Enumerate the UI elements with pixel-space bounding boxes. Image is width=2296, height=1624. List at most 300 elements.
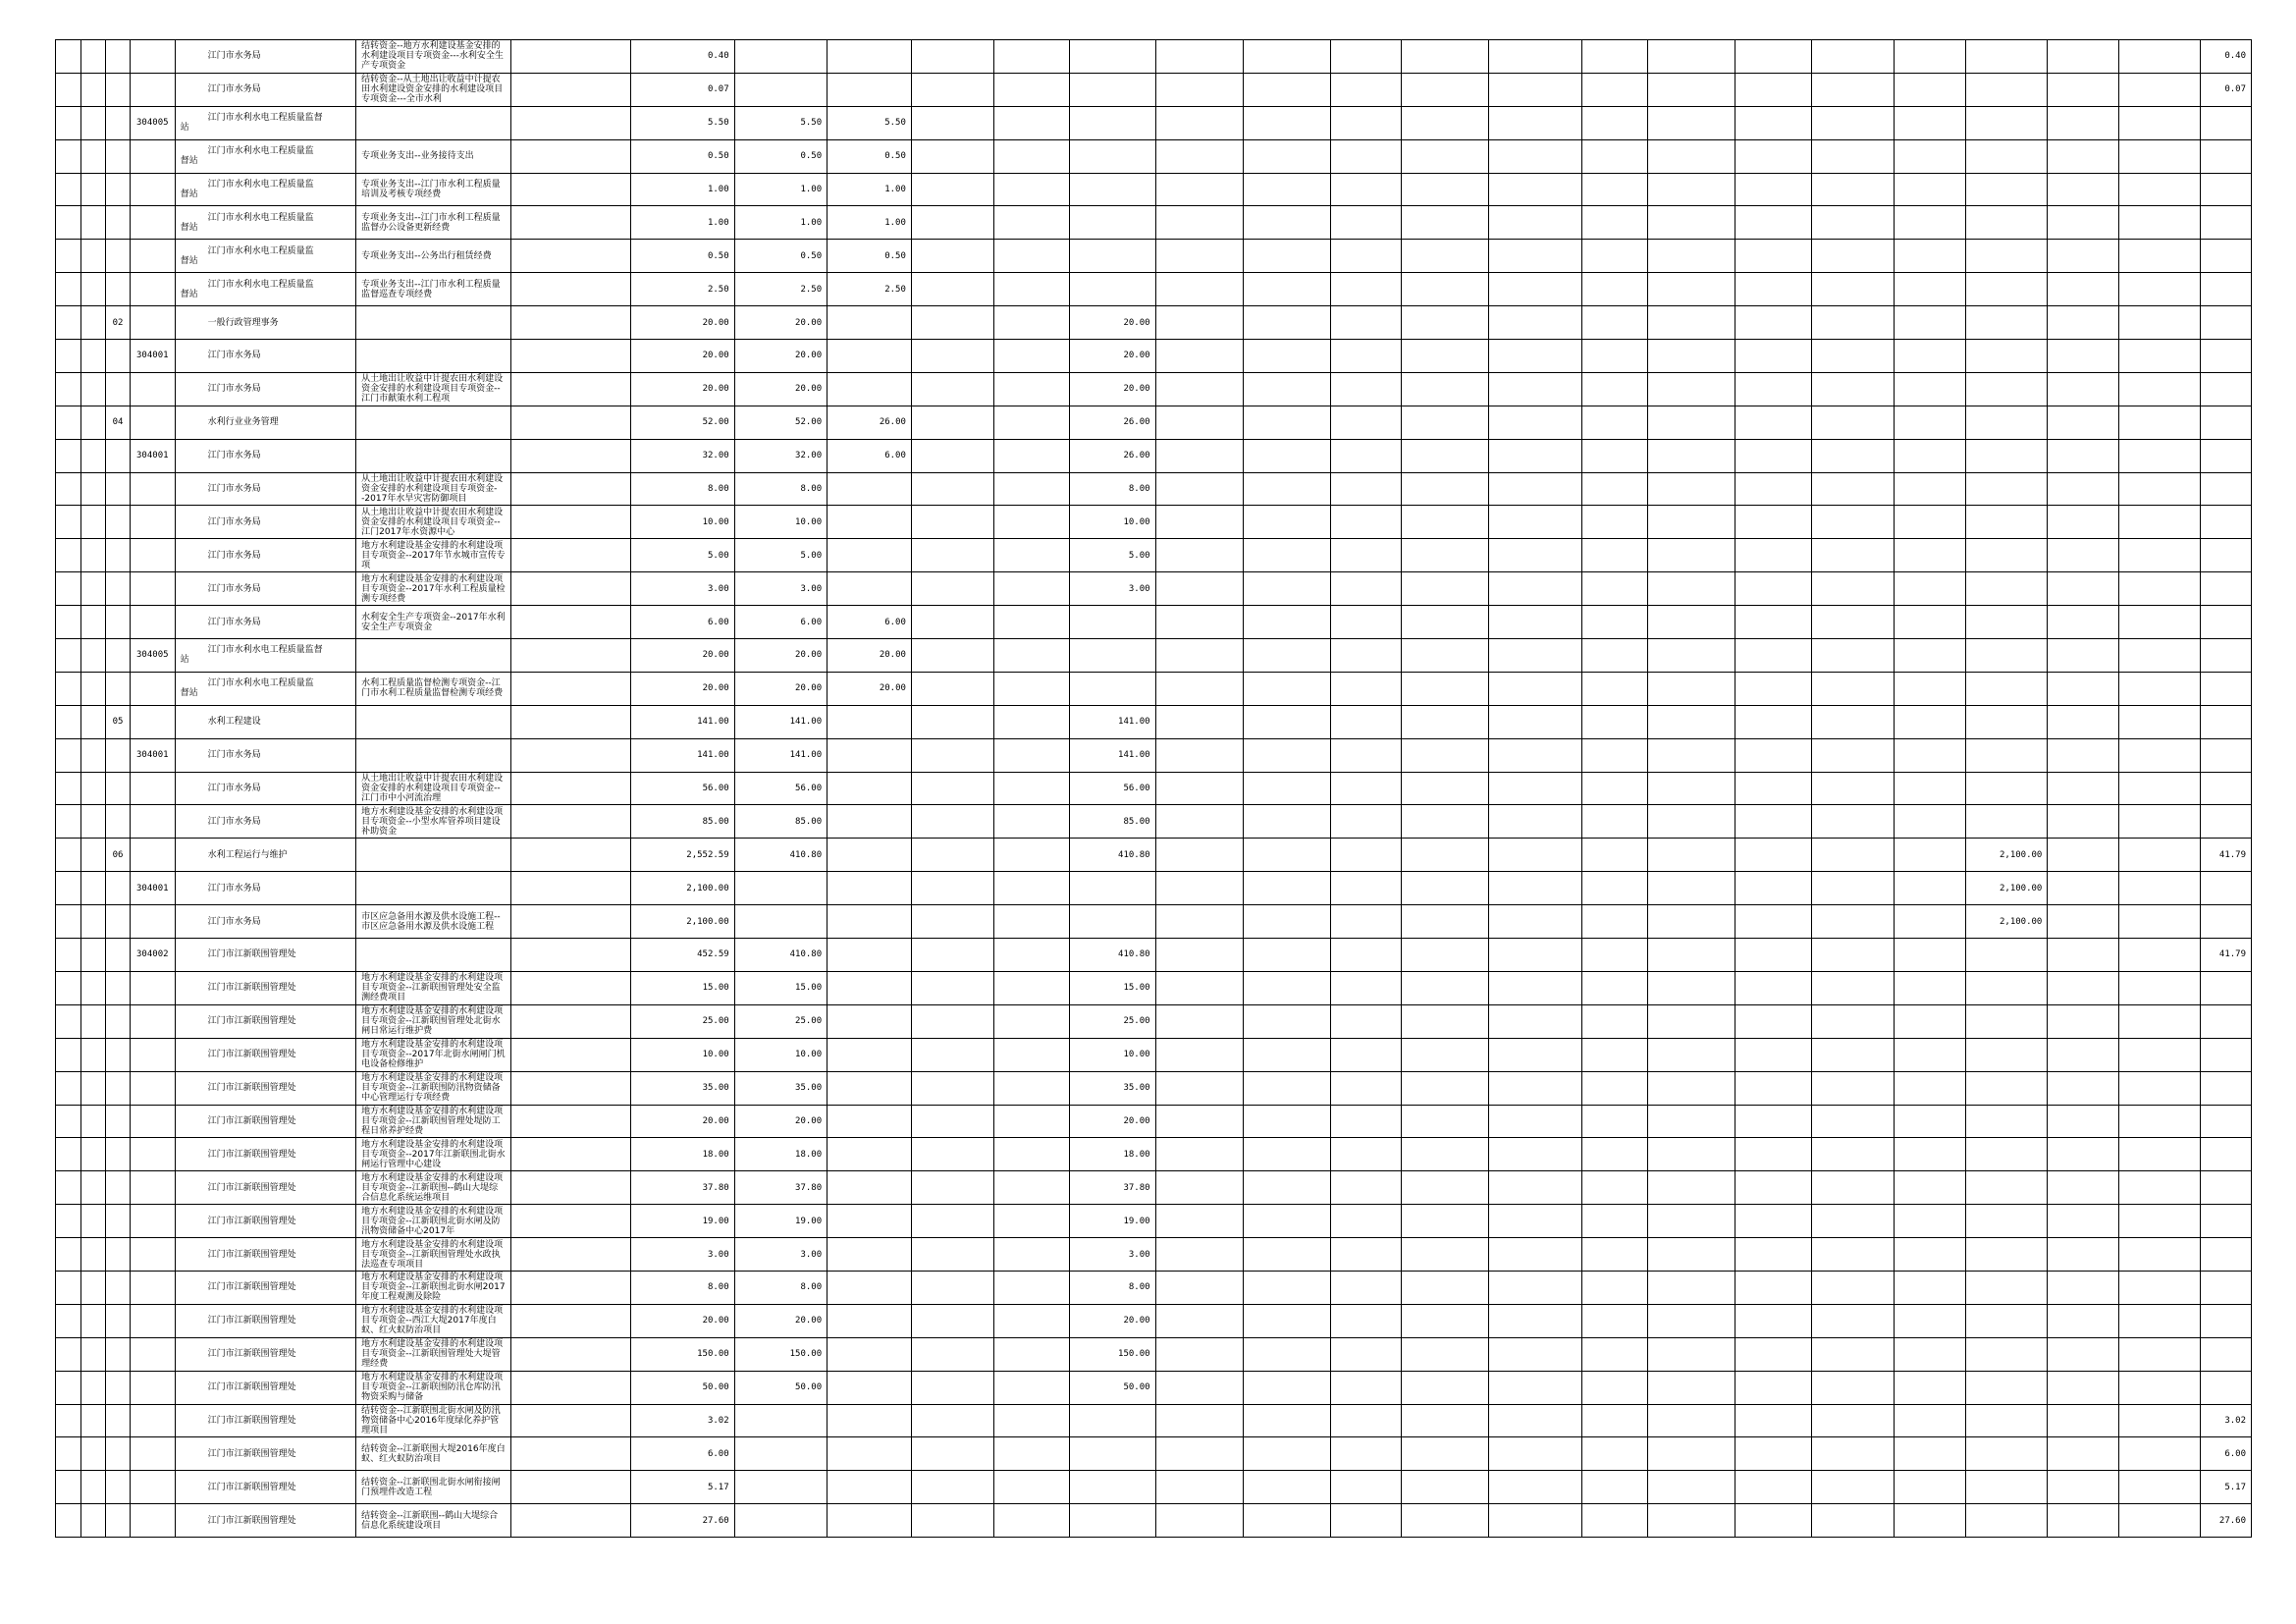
cell-empty bbox=[1895, 839, 1966, 872]
cell-amount-v16 bbox=[1965, 106, 2048, 139]
cell-empty bbox=[2119, 73, 2201, 106]
cell-amount-v16 bbox=[1965, 1105, 2048, 1138]
cell-empty bbox=[81, 173, 106, 206]
table-row bbox=[56, 672, 2252, 705]
cell-empty bbox=[911, 1304, 993, 1337]
cell-amount-v16 bbox=[1965, 705, 2048, 738]
cell-empty bbox=[1735, 639, 1812, 673]
cell-amount-v20 bbox=[2200, 506, 2251, 539]
cell-empty bbox=[1895, 1271, 1966, 1304]
cell-empty bbox=[911, 506, 993, 539]
cell-empty bbox=[1489, 1437, 1581, 1471]
cell-empty bbox=[1735, 1504, 1812, 1538]
cell-empty bbox=[1330, 639, 1402, 673]
cell-empty bbox=[1581, 472, 1647, 506]
cell-empty bbox=[1330, 1437, 1402, 1471]
cell-empty bbox=[1895, 139, 1966, 173]
cell-amount-v2 bbox=[828, 1504, 912, 1538]
cell-amount-v5 bbox=[1069, 1504, 1155, 1538]
table-row bbox=[56, 1205, 2252, 1238]
cell-amount-v1: 3.00 bbox=[734, 1238, 827, 1272]
cell-amount-v16 bbox=[1965, 1171, 2048, 1205]
cell-amount-v5 bbox=[1069, 1404, 1155, 1437]
cell-unit-code bbox=[130, 905, 175, 939]
cell-empty bbox=[2119, 1138, 2201, 1171]
cell-empty bbox=[1648, 1105, 1735, 1138]
cell-empty bbox=[1895, 173, 1966, 206]
cell-amount-total: 25.00 bbox=[631, 1004, 734, 1038]
cell-amount-v20 bbox=[2200, 306, 2251, 340]
cell-amount-total: 50.00 bbox=[631, 1371, 734, 1404]
cell-empty bbox=[2048, 971, 2119, 1004]
cell-empty bbox=[510, 506, 631, 539]
cell-amount-v2: 1.00 bbox=[828, 173, 912, 206]
cell-empty bbox=[1895, 340, 1966, 373]
cell-empty bbox=[1648, 572, 1735, 606]
unit-name-line2: 站 bbox=[180, 123, 189, 134]
cell-empty bbox=[1895, 1004, 1966, 1038]
cell-unit-code bbox=[130, 472, 175, 506]
cell-empty bbox=[2048, 1371, 2119, 1404]
cell-empty bbox=[1489, 439, 1581, 472]
cell-empty bbox=[1155, 506, 1243, 539]
cell-item-code bbox=[106, 1138, 131, 1171]
cell-empty bbox=[1648, 872, 1735, 905]
cell-empty bbox=[911, 1138, 993, 1171]
cell-amount-v2 bbox=[828, 705, 912, 738]
cell-empty bbox=[2048, 1105, 2119, 1138]
cell-amount-v2 bbox=[828, 772, 912, 805]
cell-empty bbox=[1735, 772, 1812, 805]
cell-empty bbox=[81, 506, 106, 539]
cell-unit-code bbox=[130, 1471, 175, 1504]
cell-item-code bbox=[106, 905, 131, 939]
cell-empty bbox=[81, 73, 106, 106]
cell-unit-code bbox=[130, 139, 175, 173]
cell-empty bbox=[1581, 1504, 1647, 1538]
cell-amount-v16 bbox=[1965, 539, 2048, 572]
cell-empty bbox=[1402, 1271, 1489, 1304]
cell-empty bbox=[1735, 340, 1812, 373]
cell-empty bbox=[1581, 40, 1647, 74]
cell-empty bbox=[1155, 306, 1243, 340]
cell-amount-v2 bbox=[828, 1171, 912, 1205]
cell-amount-v16 bbox=[1965, 1471, 2048, 1504]
cell-amount-v1: 32.00 bbox=[734, 439, 827, 472]
cell-empty bbox=[56, 1271, 81, 1304]
cell-empty bbox=[2119, 173, 2201, 206]
cell-amount-v20 bbox=[2200, 372, 2251, 406]
cell-unit-name bbox=[175, 406, 356, 439]
cell-item-code bbox=[106, 139, 131, 173]
cell-amount-v20: 27.60 bbox=[2200, 1504, 2251, 1538]
cell-empty bbox=[56, 1138, 81, 1171]
cell-empty bbox=[1330, 672, 1402, 705]
cell-empty bbox=[911, 372, 993, 406]
cell-empty bbox=[1489, 1471, 1581, 1504]
cell-empty bbox=[2119, 439, 2201, 472]
cell-empty bbox=[2119, 406, 2201, 439]
cell-project-desc: 专项业务支出--业务接待支出 bbox=[356, 139, 510, 173]
cell-empty bbox=[1402, 1337, 1489, 1371]
cell-amount-total: 0.40 bbox=[631, 40, 734, 74]
cell-unit-name bbox=[175, 40, 356, 74]
cell-amount-total: 56.00 bbox=[631, 772, 734, 805]
cell-empty bbox=[56, 1205, 81, 1238]
cell-empty bbox=[1402, 173, 1489, 206]
cell-empty bbox=[1402, 106, 1489, 139]
cell-amount-v20 bbox=[2200, 572, 2251, 606]
cell-amount-v20: 0.40 bbox=[2200, 40, 2251, 74]
cell-empty bbox=[1489, 139, 1581, 173]
cell-unit-code bbox=[130, 1271, 175, 1304]
cell-empty bbox=[2048, 1404, 2119, 1437]
cell-empty bbox=[510, 539, 631, 572]
table-row bbox=[56, 971, 2252, 1004]
cell-empty bbox=[911, 672, 993, 705]
cell-empty bbox=[911, 1038, 993, 1071]
cell-amount-v20 bbox=[2200, 1238, 2251, 1272]
cell-empty bbox=[1812, 173, 1895, 206]
cell-empty bbox=[1581, 905, 1647, 939]
cell-empty bbox=[1735, 1304, 1812, 1337]
cell-empty bbox=[1735, 905, 1812, 939]
cell-project-desc: 地方水利建设基金安排的水利建设项目专项资金--江新联围防汛物资储备中心管理运行专项经费 bbox=[356, 1071, 510, 1105]
cell-project-desc: 地方水利建设基金安排的水利建设项目专项资金--2017年节水城市宣传专项 bbox=[356, 539, 510, 572]
cell-empty bbox=[510, 572, 631, 606]
cell-empty bbox=[1648, 206, 1735, 240]
cell-empty bbox=[2119, 1071, 2201, 1105]
cell-amount-v5: 410.80 bbox=[1069, 939, 1155, 972]
cell-amount-v16 bbox=[1965, 772, 2048, 805]
cell-empty bbox=[2048, 772, 2119, 805]
cell-empty bbox=[81, 872, 106, 905]
cell-empty bbox=[1243, 939, 1330, 972]
cell-empty bbox=[1402, 905, 1489, 939]
cell-empty bbox=[911, 971, 993, 1004]
cell-empty bbox=[2119, 738, 2201, 772]
cell-empty bbox=[2048, 173, 2119, 206]
cell-empty bbox=[2048, 372, 2119, 406]
cell-empty bbox=[1402, 1205, 1489, 1238]
cell-amount-v16 bbox=[1965, 472, 2048, 506]
cell-empty bbox=[993, 439, 1069, 472]
cell-empty bbox=[1489, 1105, 1581, 1138]
cell-unit-name bbox=[175, 672, 356, 705]
unit-name-line1: 江门市江新联围管理处 bbox=[207, 1182, 296, 1193]
cell-empty bbox=[993, 1038, 1069, 1071]
table-row bbox=[56, 1471, 2252, 1504]
cell-empty bbox=[2119, 905, 2201, 939]
cell-empty bbox=[1895, 639, 1966, 673]
cell-empty bbox=[1648, 1271, 1735, 1304]
cell-amount-v1: 410.80 bbox=[734, 939, 827, 972]
cell-empty bbox=[1155, 73, 1243, 106]
cell-empty bbox=[1402, 1437, 1489, 1471]
cell-amount-v2: 6.00 bbox=[828, 606, 912, 639]
cell-empty bbox=[56, 372, 81, 406]
cell-empty bbox=[510, 240, 631, 273]
cell-empty bbox=[1155, 1371, 1243, 1404]
cell-empty bbox=[2119, 240, 2201, 273]
cell-amount-total: 52.00 bbox=[631, 406, 734, 439]
cell-empty bbox=[1735, 40, 1812, 74]
cell-amount-v20 bbox=[2200, 738, 2251, 772]
cell-amount-v1: 1.00 bbox=[734, 173, 827, 206]
cell-empty bbox=[81, 572, 106, 606]
cell-amount-v2 bbox=[828, 572, 912, 606]
cell-empty bbox=[911, 406, 993, 439]
cell-unit-name bbox=[175, 340, 356, 373]
cell-empty bbox=[1489, 1238, 1581, 1272]
cell-empty bbox=[2048, 506, 2119, 539]
cell-empty bbox=[1735, 738, 1812, 772]
cell-empty bbox=[510, 173, 631, 206]
cell-empty bbox=[1581, 306, 1647, 340]
cell-empty bbox=[1489, 1171, 1581, 1205]
cell-empty bbox=[1243, 1071, 1330, 1105]
cell-amount-v2: 20.00 bbox=[828, 672, 912, 705]
cell-empty bbox=[993, 73, 1069, 106]
cell-item-code bbox=[106, 1038, 131, 1071]
cell-unit-name bbox=[175, 1238, 356, 1272]
unit-name-line1: 江门市江新联围管理处 bbox=[207, 1482, 296, 1492]
cell-empty bbox=[2048, 73, 2119, 106]
cell-empty bbox=[510, 606, 631, 639]
cell-empty bbox=[2048, 1437, 2119, 1471]
cell-amount-total: 2,552.59 bbox=[631, 839, 734, 872]
cell-amount-total: 452.59 bbox=[631, 939, 734, 972]
cell-empty bbox=[1155, 406, 1243, 439]
cell-empty bbox=[510, 1371, 631, 1404]
cell-empty bbox=[81, 1205, 106, 1238]
cell-empty bbox=[56, 772, 81, 805]
cell-item-code bbox=[106, 805, 131, 839]
cell-empty bbox=[1243, 1138, 1330, 1171]
cell-empty bbox=[1581, 106, 1647, 139]
cell-empty bbox=[1581, 1404, 1647, 1437]
cell-empty bbox=[1243, 772, 1330, 805]
cell-unit-name bbox=[175, 1071, 356, 1105]
cell-amount-v1: 52.00 bbox=[734, 406, 827, 439]
cell-empty bbox=[81, 1371, 106, 1404]
unit-name-line1: 江门市江新联围管理处 bbox=[207, 949, 296, 960]
cell-amount-v2 bbox=[828, 1337, 912, 1371]
table-row bbox=[56, 340, 2252, 373]
cell-amount-v2 bbox=[828, 1437, 912, 1471]
cell-empty bbox=[1735, 539, 1812, 572]
cell-empty bbox=[911, 340, 993, 373]
cell-empty bbox=[911, 939, 993, 972]
cell-empty bbox=[1489, 839, 1581, 872]
unit-name-line1: 江门市水务局 bbox=[207, 516, 261, 527]
cell-project-desc: 地方水利建设基金安排的水利建设项目专项资金--江新联围--鹤山大堤综合信息化系统运维项目 bbox=[356, 1171, 510, 1205]
cell-empty bbox=[1648, 971, 1735, 1004]
cell-empty bbox=[993, 738, 1069, 772]
cell-amount-v16 bbox=[1965, 1404, 2048, 1437]
table-row bbox=[56, 40, 2252, 74]
unit-name-line1: 江门市水务局 bbox=[207, 583, 261, 594]
cell-unit-code: 304002 bbox=[130, 939, 175, 972]
cell-unit-name bbox=[175, 173, 356, 206]
cell-empty bbox=[1330, 1171, 1402, 1205]
cell-unit-code bbox=[130, 206, 175, 240]
unit-name-line1: 江门市水务局 bbox=[207, 51, 261, 62]
cell-empty bbox=[81, 1105, 106, 1138]
cell-unit-code bbox=[130, 672, 175, 705]
cell-amount-v5: 5.00 bbox=[1069, 539, 1155, 572]
cell-empty bbox=[1402, 1471, 1489, 1504]
cell-empty bbox=[1648, 173, 1735, 206]
cell-amount-total: 3.00 bbox=[631, 1238, 734, 1272]
cell-empty bbox=[1330, 971, 1402, 1004]
unit-name-line2: 督站 bbox=[180, 222, 198, 233]
cell-empty bbox=[1330, 1205, 1402, 1238]
cell-empty bbox=[993, 1238, 1069, 1272]
cell-amount-v2 bbox=[828, 939, 912, 972]
cell-empty bbox=[510, 1337, 631, 1371]
cell-empty bbox=[2119, 1504, 2201, 1538]
cell-unit-name bbox=[175, 240, 356, 273]
cell-amount-v2: 20.00 bbox=[828, 639, 912, 673]
cell-empty bbox=[1330, 1304, 1402, 1337]
unit-name-line1: 水利工程运行与维护 bbox=[207, 849, 288, 860]
cell-empty bbox=[1489, 1038, 1581, 1071]
cell-empty bbox=[1735, 805, 1812, 839]
cell-amount-v1: 5.50 bbox=[734, 106, 827, 139]
cell-empty bbox=[1330, 73, 1402, 106]
cell-amount-total: 5.00 bbox=[631, 539, 734, 572]
table-row bbox=[56, 1304, 2252, 1337]
cell-empty bbox=[56, 639, 81, 673]
cell-empty bbox=[2119, 472, 2201, 506]
cell-empty bbox=[1735, 839, 1812, 872]
cell-amount-total: 20.00 bbox=[631, 639, 734, 673]
cell-empty bbox=[1895, 439, 1966, 472]
cell-empty bbox=[1402, 73, 1489, 106]
cell-unit-name bbox=[175, 539, 356, 572]
unit-name-line2: 督站 bbox=[180, 688, 198, 699]
cell-amount-v16 bbox=[1965, 206, 2048, 240]
cell-empty bbox=[2119, 1304, 2201, 1337]
cell-amount-v2 bbox=[828, 1304, 912, 1337]
cell-empty bbox=[510, 73, 631, 106]
cell-empty bbox=[1402, 738, 1489, 772]
cell-empty bbox=[1812, 606, 1895, 639]
cell-empty bbox=[2119, 705, 2201, 738]
cell-unit-name bbox=[175, 1138, 356, 1171]
cell-amount-v5 bbox=[1069, 139, 1155, 173]
cell-amount-v20 bbox=[2200, 606, 2251, 639]
cell-amount-v16 bbox=[1965, 738, 2048, 772]
cell-empty bbox=[56, 971, 81, 1004]
cell-empty bbox=[1489, 905, 1581, 939]
cell-empty bbox=[1735, 1371, 1812, 1404]
cell-empty bbox=[1330, 106, 1402, 139]
cell-empty bbox=[81, 1171, 106, 1205]
cell-amount-v5: 20.00 bbox=[1069, 1304, 1155, 1337]
cell-empty bbox=[993, 539, 1069, 572]
cell-empty bbox=[1895, 1138, 1966, 1171]
cell-empty bbox=[1581, 572, 1647, 606]
cell-empty bbox=[2119, 1337, 2201, 1371]
cell-amount-v16: 2,100.00 bbox=[1965, 872, 2048, 905]
cell-empty bbox=[1812, 506, 1895, 539]
cell-empty bbox=[2048, 1071, 2119, 1105]
unit-name-line1: 江门市江新联围管理处 bbox=[207, 983, 296, 994]
cell-empty bbox=[2119, 672, 2201, 705]
cell-item-code bbox=[106, 173, 131, 206]
cell-empty bbox=[1330, 1504, 1402, 1538]
cell-empty bbox=[1402, 839, 1489, 872]
cell-empty bbox=[1155, 240, 1243, 273]
cell-empty bbox=[993, 273, 1069, 306]
cell-amount-v2 bbox=[828, 805, 912, 839]
cell-empty bbox=[1812, 106, 1895, 139]
cell-empty bbox=[1243, 206, 1330, 240]
cell-item-code bbox=[106, 372, 131, 406]
cell-empty bbox=[1648, 805, 1735, 839]
cell-unit-code bbox=[130, 306, 175, 340]
cell-amount-v20 bbox=[2200, 1205, 2251, 1238]
cell-amount-v20 bbox=[2200, 1304, 2251, 1337]
table-row bbox=[56, 539, 2252, 572]
cell-amount-v16 bbox=[1965, 672, 2048, 705]
cell-empty bbox=[1735, 672, 1812, 705]
cell-item-code bbox=[106, 506, 131, 539]
cell-amount-v5: 26.00 bbox=[1069, 439, 1155, 472]
cell-empty bbox=[1402, 139, 1489, 173]
cell-empty bbox=[1581, 1304, 1647, 1337]
cell-amount-v20 bbox=[2200, 1004, 2251, 1038]
cell-empty bbox=[1581, 738, 1647, 772]
cell-amount-v1: 141.00 bbox=[734, 705, 827, 738]
cell-amount-total: 3.02 bbox=[631, 1404, 734, 1437]
cell-item-code bbox=[106, 572, 131, 606]
cell-amount-v16 bbox=[1965, 406, 2048, 439]
cell-unit-code bbox=[130, 1304, 175, 1337]
table-row bbox=[56, 839, 2252, 872]
cell-amount-v1: 6.00 bbox=[734, 606, 827, 639]
cell-empty bbox=[2119, 206, 2201, 240]
cell-empty bbox=[1330, 40, 1402, 74]
cell-project-desc: 结转资金--从土地出让收益中计提农田水利建设资金安排的水利建设项目专项资金---全市水利 bbox=[356, 73, 510, 106]
cell-empty bbox=[1812, 1004, 1895, 1038]
table-row bbox=[56, 1371, 2252, 1404]
cell-empty bbox=[1581, 1437, 1647, 1471]
cell-empty bbox=[1895, 306, 1966, 340]
cell-item-code bbox=[106, 472, 131, 506]
cell-amount-v16 bbox=[1965, 1071, 2048, 1105]
cell-empty bbox=[2048, 639, 2119, 673]
cell-empty bbox=[1735, 106, 1812, 139]
cell-amount-v2 bbox=[828, 1138, 912, 1171]
table-row bbox=[56, 1004, 2252, 1038]
cell-empty bbox=[510, 1171, 631, 1205]
cell-amount-v2 bbox=[828, 1004, 912, 1038]
cell-empty bbox=[56, 1504, 81, 1538]
cell-empty bbox=[510, 340, 631, 373]
cell-amount-v20: 41.79 bbox=[2200, 939, 2251, 972]
cell-amount-v5: 37.80 bbox=[1069, 1171, 1155, 1205]
unit-name-line1: 江门市水务局 bbox=[207, 816, 261, 827]
cell-unit-name bbox=[175, 1038, 356, 1071]
cell-empty bbox=[1330, 572, 1402, 606]
cell-empty bbox=[1402, 705, 1489, 738]
cell-unit-code: 304001 bbox=[130, 872, 175, 905]
cell-empty bbox=[993, 206, 1069, 240]
cell-unit-code bbox=[130, 273, 175, 306]
